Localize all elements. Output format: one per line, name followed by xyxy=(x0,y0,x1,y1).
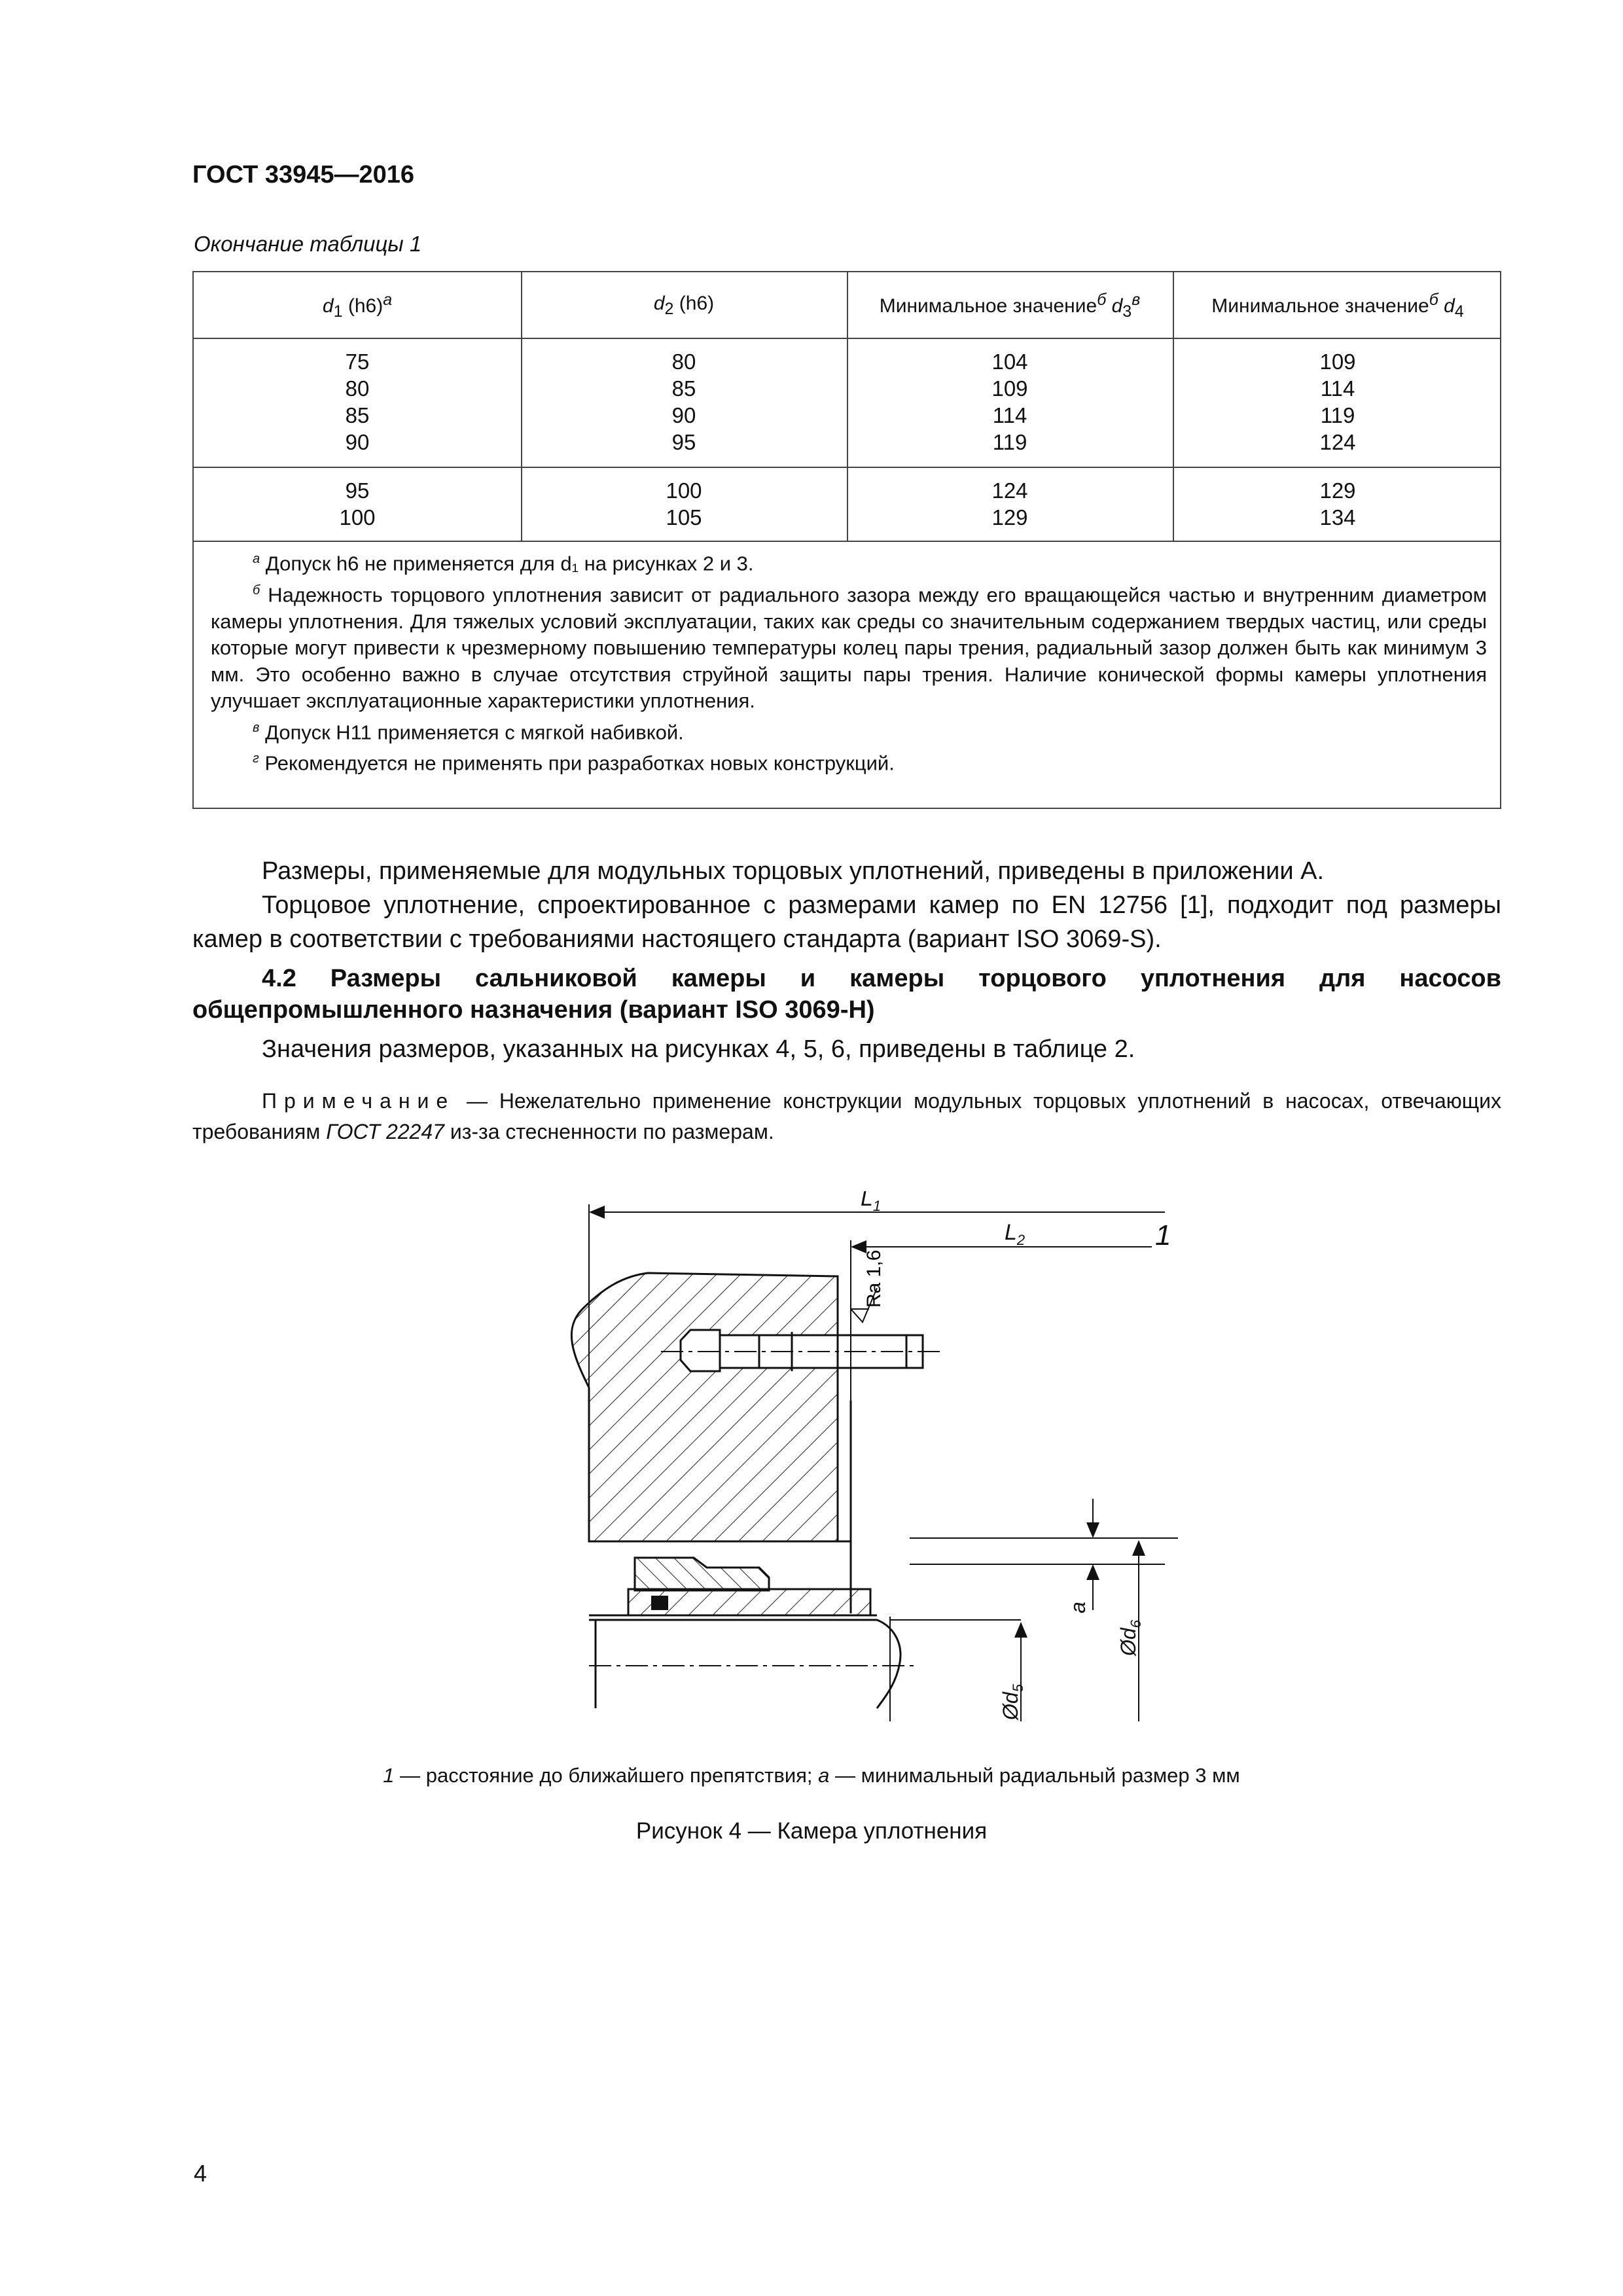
table-cell-group2-d3: 124 129 xyxy=(991,478,1028,529)
dimension-label-d6: $Ød_6$ xyxy=(1116,1620,1144,1656)
footnote-a: $^а$ Допуск h6 не применяется для d₁ на рисунках 2 и 3. xyxy=(253,552,754,575)
dimension-label-a: a xyxy=(1066,1602,1090,1613)
column-header-d1: $d_1$ $(h6)^a$ xyxy=(322,290,393,321)
section-heading-4-2: 4.2 Размеры сальниковой камеры и камеры торцового уплотнения для насосов общепромышленного назначения (вариант ISO 3069-H) xyxy=(192,965,1501,1024)
table-caption: Окончание таблицы 1 xyxy=(194,232,422,256)
table-footnotes xyxy=(211,546,1487,777)
housing-section xyxy=(571,1273,838,1541)
table-cell-group1-d4: 109 114 119 124 xyxy=(1319,350,1356,454)
seal-chamber-drawing xyxy=(510,1191,1217,1734)
paragraph-en12756: Торцовое уплотнение, спроектированное с размерами камер по EN 12756 [1], подходит под размеры камер в соответствии с требованиями настоящего стандарта (вариант ISO 3069-S). xyxy=(192,891,1501,953)
shaft-break-line xyxy=(589,1620,901,1708)
footnote-b: $^б$ Надежность торцового уплотнения зависит от радиального зазора между его вращающейся частью и внутренним диаметром камеры уплотнения. Для тяжелых условий эксплуатации, таких как среды со значительным содержанием твердых частиц, или среды которые могут привести к чрезмерному повышению температуры колец пары трения, радиальный зазор должен быть как минимум 3 мм. Это особенно важно в случае отсутствия струйной защиты пары трения. Наличие конической формы камеры уплотнения улучшает эксплуатационные характеристики уплотнения. xyxy=(211,583,1487,713)
column-header-d2: $d_2$ (h6) xyxy=(653,293,715,318)
table-cell-group2-d2: 100 105 xyxy=(666,478,702,529)
dimension-label-l1: $L_1$ xyxy=(861,1191,882,1214)
table-cell-group1-d1: 75 80 85 90 xyxy=(345,350,370,454)
o-ring xyxy=(651,1596,668,1610)
dimensions-table xyxy=(192,271,1501,809)
table-cell-group2-d1: 95 100 xyxy=(339,478,376,529)
document-code: ГОСТ 33945—2016 xyxy=(192,161,415,188)
dimension-label-d5: $Ød_5$ xyxy=(999,1684,1026,1720)
note-label: Примечание xyxy=(262,1089,455,1113)
footnote-g: $^г$ Рекомендуется не применять при разработках новых конструкций. xyxy=(253,751,895,775)
table-cell-group1-d2: 80 85 90 95 xyxy=(671,350,696,454)
callout-label-1: 1 xyxy=(1155,1219,1171,1251)
roughness-label: Ra 1,6 xyxy=(863,1249,885,1308)
notes-divider xyxy=(194,541,1500,542)
column-header-d3: Минимальное значение$^б$ $d_3^в$ xyxy=(879,290,1141,321)
table-cell-group2-d4: 129 134 xyxy=(1319,478,1356,529)
paragraph-modular-seals: Размеры, применяемые для модульных торцовых уплотнений, приведены в приложении А. xyxy=(262,857,1325,885)
standard-reference: ГОСТ 22247 xyxy=(326,1120,444,1143)
figure-caption: Рисунок 4 — Камера уплотнения xyxy=(635,1818,988,1844)
group-divider xyxy=(194,467,1500,468)
footnote-v: $^в$ Допуск H11 применяется с мягкой набивкой. xyxy=(253,720,684,744)
note-paragraph: Примечание — Нежелательно применение конструкции модульных торцовых уплотнений в насосах, отвечающих требованиям ГОСТ 22247 из-за стесненности по размерам. xyxy=(192,1089,1501,1143)
column-header-d4: Минимальное значение$^б$ $d_4$ xyxy=(1211,290,1464,321)
page-number: 4 xyxy=(194,2160,207,2187)
table-cell-group1-d3: 104 109 114 119 xyxy=(991,350,1028,454)
figure-legend: 1 — расстояние до ближайшего препятствия; а — минимальный радиальный размер 3 мм xyxy=(383,1764,1240,1787)
dimension-label-l2: $L_2$ xyxy=(1005,1220,1026,1248)
paragraph-figures-ref: Значения размеров, указанных на рисунках 4, 5, 6, приведены в таблице 2. xyxy=(262,1035,1135,1063)
